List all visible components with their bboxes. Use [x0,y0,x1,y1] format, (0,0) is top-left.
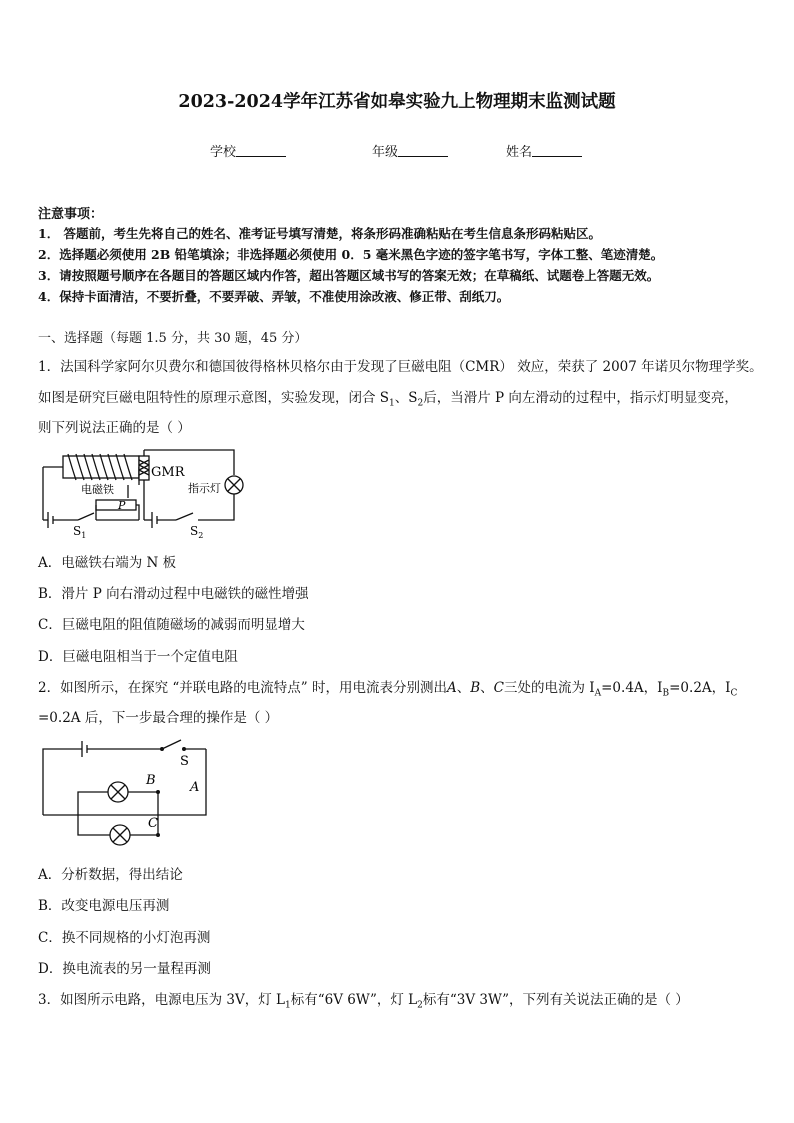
note-item: 3．请按照题号顺序在各题目的答题区域内作答，超出答题区域书写的答案无效；在草稿纸、试题卷上答题无效。 [38,268,660,283]
gmr-label: GMR [151,465,185,480]
q2-line1: 2．如图所示，在探究 “并联电路的电流特点” 时，用电流表分别测出A、B、C三处的电流为 $I_A=0.4A$，$I_B=0.2A$，$I_C$ [38,680,738,699]
page-title: 2023-2024学年江苏省如皋实验九上物理期末监测试题 [178,92,616,112]
grade-label: 年级 [372,145,399,160]
q2-option-c[interactable]: C．换不同规格的小灯泡再测 [38,930,211,946]
q1-option-a[interactable]: A．电磁铁右端为 N 板 [38,555,177,571]
notes-heading: 注意事项： [38,207,104,222]
note-item: 4．保持卡面清洁，不要折叠，不要弄破、弄皱，不准使用涂改液、修正带、刮纸刀。 [38,289,510,304]
q2-option-a[interactable]: A．分析数据，得出结论 [38,867,183,883]
switch-s1-label: $S_1$ [73,524,87,540]
point-b-label: B [146,773,156,788]
q1-line3: 则下列说法正确的是（ ） [38,420,191,436]
switch-s2-label: $S_2$ [190,524,204,540]
indicator-lamp-label: 指示灯 [188,482,221,495]
q1-option-d[interactable]: D．巨磁电阻相当于一个定值电阻 [38,649,238,665]
slider-p-label: P [118,499,126,512]
q2-line2: =0.2A 后，下一步最合理的操作是（ ） [38,710,279,726]
section-heading: 一、选择题（每题 1.5 分，共 30 题，45 分） [38,331,308,346]
point-c-label: C [148,816,158,831]
name-label: 姓名 [506,145,533,160]
grade-field [372,141,448,160]
electromagnet-label: 电磁铁 [81,483,114,496]
school-blank[interactable] [236,144,286,157]
q2-option-d[interactable]: D．换电流表的另一量程再测 [38,961,211,977]
parallel-circuit-diagram [38,737,218,847]
school-label: 学校 [210,145,237,160]
note-item: 2．选择题必须使用 2B 铅笔填涂；非选择题必须使用 0．5 毫米黑色字迹的签字笔书写，字体工整、笔迹清楚。 [38,247,664,262]
grade-blank[interactable] [398,144,448,157]
q1-line1: 1．法国科学家阿尔贝费尔和德国彼得格林贝格尔由于发现了巨磁电阻（CMR） 效应，荣获了 2007 年诺贝尔物理学奖。 [38,359,763,375]
school-field [210,141,286,160]
q1-option-b[interactable]: B．滑片 P 向右滑动过程中电磁铁的磁性增强 [38,586,309,602]
switch-s-label: S [180,754,189,769]
q1-line2: 如图是研究巨磁电阻特性的原理示意图，实验发现，闭合 $S_1$、$S_2$后，当滑片 P 向左滑动的过程中，指示灯明显变亮， [38,390,738,409]
q3-line1: 3．如图所示电路，电源电压为 3V，灯 $L_1$标有“6V 6W”，灯 $L_2$标有“3V 3W”，下列有关说法正确的是（ ） [38,992,689,1011]
name-field [506,141,582,160]
name-blank[interactable] [532,144,582,157]
q2-option-b[interactable]: B．改变电源电压再测 [38,898,170,914]
point-a-label: A [190,780,200,795]
note-item: 1． 答题前，考生先将自己的姓名、准考证号填写清楚，将条形码准确粘贴在考生信息条形码粘贴区。 [38,226,602,241]
gmr-circuit-diagram [38,447,248,542]
q1-option-c[interactable]: C．巨磁电阻的阻值随磁场的减弱而明显增大 [38,617,305,633]
